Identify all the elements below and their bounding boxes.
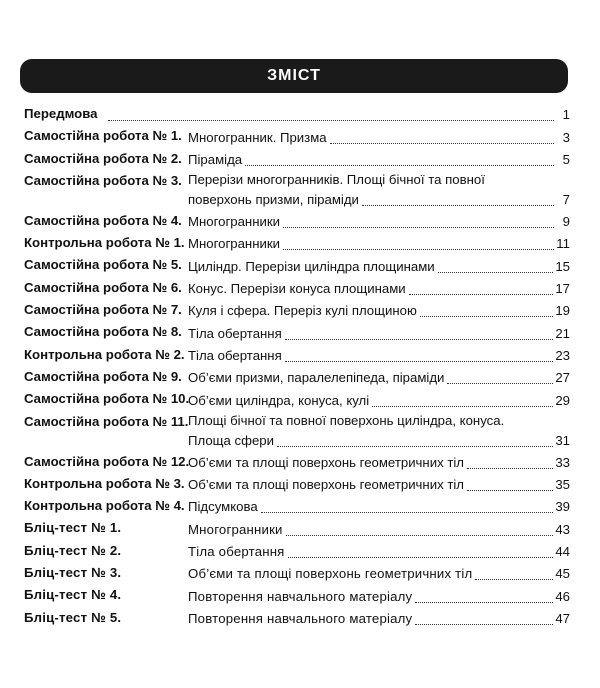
- toc-entry-label: Бліц-тест № 5.: [24, 609, 122, 625]
- dot-leader: [283, 249, 554, 250]
- toc-entry-title: Площі бічної та повної поверхонь циліндра, конуса.: [188, 412, 505, 428]
- toc-entry[interactable]: [24, 299, 570, 321]
- toc-entry-title-continued: Площа сфери: [188, 432, 274, 448]
- toc-entry[interactable]: [24, 388, 570, 410]
- dot-leader: [288, 557, 554, 558]
- toc-entry-title: Перерізи многогранників. Площі бічної та повної: [188, 171, 485, 187]
- toc-entry-label: Самостійна робота № 2.: [24, 150, 182, 166]
- contents-header: [20, 59, 568, 93]
- toc-entry-label: Самостійна робота № 6.: [24, 279, 182, 295]
- toc-entry[interactable]: [24, 540, 570, 562]
- toc-entry-label: Контрольна робота № 3.: [24, 475, 185, 491]
- toc-page-number: 3: [562, 129, 570, 145]
- toc-entry-title: Об’єми призми, паралелепіпеда, піраміди: [188, 370, 445, 386]
- dot-leader: [362, 205, 554, 206]
- toc-entry[interactable]: [24, 584, 570, 606]
- dot-leader: [285, 361, 554, 362]
- toc-entry-title: Циліндр. Перерізи циліндра площинами: [188, 258, 435, 274]
- toc-entry-title: Об’єми та площі поверхонь геометричних тіл: [188, 566, 473, 582]
- toc-page-number: 47: [555, 610, 570, 626]
- toc-entry-title: Многогранники: [188, 214, 281, 230]
- page-title: ЗМІСТ: [267, 67, 321, 84]
- toc-entry[interactable]: [24, 517, 570, 539]
- toc-page-number: 15: [555, 258, 570, 274]
- dot-leader: [286, 535, 554, 536]
- toc-entry[interactable]: [24, 451, 570, 473]
- toc-entry-label: Самостійна робота № 12.: [24, 453, 190, 469]
- toc-entry[interactable]: [24, 254, 570, 276]
- dot-leader: [415, 602, 553, 603]
- toc-page-number: 19: [555, 303, 570, 319]
- toc-entry-label: Бліц-тест № 3.: [24, 565, 122, 581]
- toc-page-number: 46: [555, 588, 570, 604]
- toc-entry[interactable]: [24, 232, 570, 254]
- toc-entry-label: Самостійна робота № 1.: [24, 128, 182, 144]
- toc-entry-title: Підсумкова: [188, 499, 258, 515]
- toc-entry-title: Об’єми та площі поверхонь геометричних тіл: [188, 454, 465, 470]
- toc-entry-label: Самостійна робота № 5.: [24, 257, 182, 273]
- toc-entry-label: Контрольна робота № 2.: [24, 346, 185, 362]
- toc-entry[interactable]: [24, 366, 570, 388]
- toc-entry-title-continued: поверхонь призми, піраміди: [188, 191, 359, 207]
- toc-entry-title: Куля і сфера. Переріз кулі площиною: [188, 303, 417, 319]
- dot-leader: [330, 143, 554, 144]
- toc-entry-title: Об’єми та площі поверхонь геометричних тіл: [188, 477, 465, 493]
- dot-leader: [438, 272, 554, 273]
- toc-entry-title: Об’єми циліндра, конуса, кулі: [188, 392, 370, 408]
- toc-entry-title: Многогранники: [188, 236, 281, 252]
- toc-page-number: 43: [555, 521, 570, 537]
- toc-entry-label: Бліц-тест № 2.: [24, 542, 122, 558]
- toc-entry-label: Самостійна робота № 10.: [24, 391, 190, 407]
- dot-leader: [420, 316, 553, 317]
- dot-leader: [467, 468, 553, 469]
- toc-page-number: 45: [555, 566, 570, 582]
- toc-entry-title: Тіла обертання: [188, 347, 282, 363]
- toc-page-number: 1: [562, 107, 570, 123]
- dot-leader: [277, 446, 553, 447]
- toc-entry-label: Самостійна робота № 3.: [24, 172, 182, 188]
- toc-entry-label: Самостійна робота № 9.: [24, 368, 182, 384]
- toc-entry-title: Піраміда: [188, 151, 243, 167]
- toc-entry[interactable]: [24, 411, 570, 451]
- dot-leader: [245, 165, 554, 166]
- toc-entry-label: Бліц-тест № 1.: [24, 520, 122, 536]
- dot-leader: [409, 294, 554, 295]
- dot-leader: [285, 339, 554, 340]
- toc-entry-label: Самостійна робота № 8.: [24, 324, 182, 340]
- toc-page-number: 44: [555, 544, 570, 560]
- toc-page-number: 33: [555, 454, 570, 470]
- toc-entry-title: Тіла обертання: [188, 325, 282, 341]
- toc-entry-title: Многогранник. Призма: [188, 129, 327, 145]
- toc-entry[interactable]: [24, 344, 570, 366]
- toc-entry-label: Передмова: [24, 106, 98, 121]
- toc-entry-label: Контрольна робота № 1.: [24, 235, 185, 251]
- toc-page-number: 35: [555, 477, 570, 493]
- dot-leader: [283, 227, 554, 228]
- toc-entry-label: Самостійна робота № 4.: [24, 212, 182, 228]
- dot-leader: [447, 383, 553, 384]
- toc-entry[interactable]: [24, 210, 570, 232]
- table-of-contents: [24, 103, 570, 629]
- toc-page-number: 29: [555, 392, 570, 408]
- toc-page-number: 11: [556, 236, 570, 252]
- dot-leader: [467, 490, 553, 491]
- toc-entry-title: Тіла обертання: [188, 544, 285, 560]
- toc-entry[interactable]: [24, 473, 570, 495]
- toc-page-number: 9: [562, 214, 570, 230]
- toc-entry[interactable]: [24, 495, 570, 517]
- toc-page-number: 21: [555, 325, 570, 341]
- toc-entry-title: Повторення навчального матеріалу: [188, 610, 413, 626]
- toc-entry-label: Самостійна робота № 7.: [24, 302, 182, 318]
- toc-entry[interactable]: [24, 148, 570, 170]
- toc-page-number: 5: [562, 151, 570, 167]
- toc-entry[interactable]: [24, 277, 570, 299]
- dot-leader: [108, 120, 554, 121]
- toc-entry-label: Бліц-тест № 4.: [24, 587, 122, 603]
- toc-entry-label: Контрольна робота № 4.: [24, 498, 185, 514]
- toc-page-number: 39: [555, 499, 570, 515]
- toc-page-number: 17: [555, 281, 570, 297]
- toc-entry-title: Конус. Перерізи конуса площинами: [188, 281, 406, 297]
- toc-entry[interactable]: [24, 170, 570, 210]
- toc-entry-title: Повторення навчального матеріалу: [188, 588, 413, 604]
- toc-entry[interactable]: [24, 607, 570, 629]
- dot-leader: [372, 406, 553, 407]
- toc-page-number: 27: [555, 370, 570, 386]
- dot-leader: [475, 579, 553, 580]
- toc-page-number: 7: [562, 191, 570, 207]
- toc-page-number: 31: [555, 432, 570, 448]
- toc-entry[interactable]: [24, 103, 570, 125]
- toc-entry[interactable]: [24, 562, 570, 584]
- toc-entry-title: Многогранники: [188, 521, 283, 537]
- toc-entry-label: Самостійна робота № 11.: [24, 413, 189, 429]
- toc-page-number: 23: [555, 347, 570, 363]
- toc-entry[interactable]: [24, 125, 570, 147]
- toc-entry[interactable]: [24, 321, 570, 343]
- dot-leader: [261, 512, 554, 513]
- dot-leader: [415, 624, 553, 625]
